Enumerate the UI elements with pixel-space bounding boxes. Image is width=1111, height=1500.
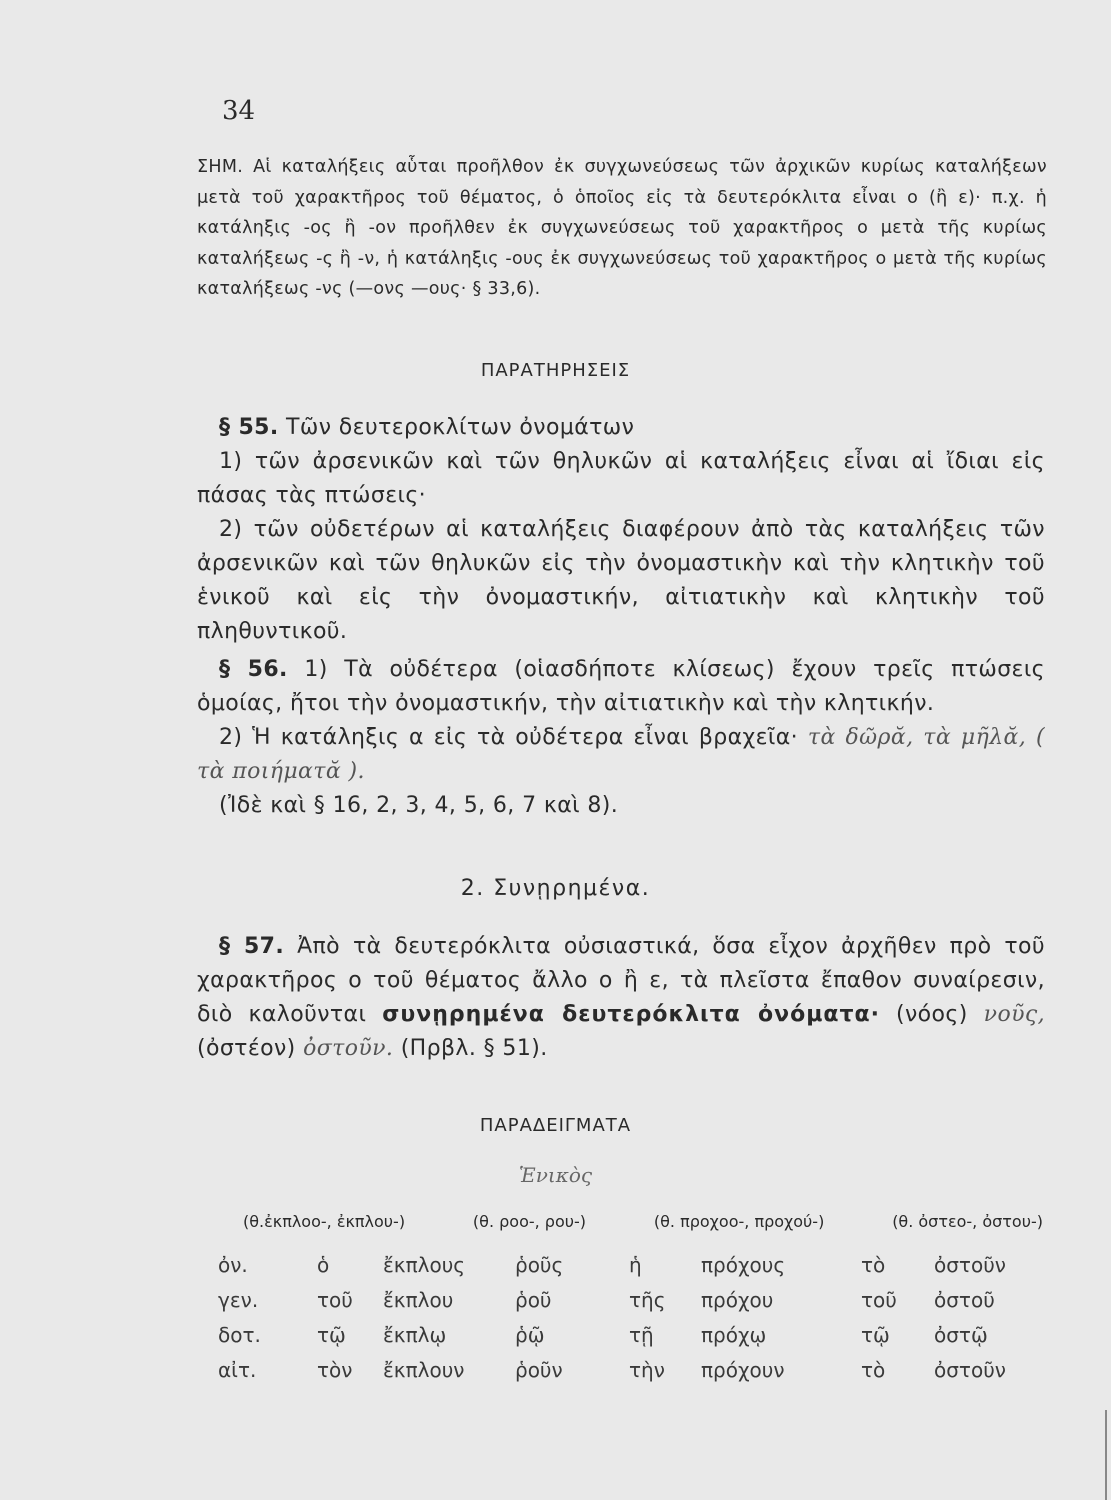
section-55-item-2: 2) τῶν οὐδετέρων αἱ καταλήξεις διαφέρουν ἀπὸ τὰς καταλήξεις τῶν ἀρσενικῶν καὶ τῶν θηλυκῶν εἰς τὴν ὀνομαστικὴν καὶ τὴν κλητικὴν τοῦ ἑνικοῦ καὶ εἰς τὴν ὀνομαστικήν, αἰτιατικὴν καὶ κλητικὴν τοῦ πληθυντικοῦ. [197, 517, 1045, 644]
section-title: 2. Συνῃρημένα. [460, 876, 651, 901]
table-cell: πρόχου [701, 1288, 774, 1312]
singular-label: Ἑνικὸς [518, 1163, 593, 1187]
table-cell: ὁ [317, 1253, 330, 1277]
table-cell: τῇ [629, 1323, 654, 1347]
example-1-contracted: νοῦς, [983, 1002, 1045, 1027]
section-57-number: § 57. [219, 934, 285, 959]
table-cell: πρόχουν [701, 1358, 785, 1382]
table-cell: τῆς [629, 1288, 666, 1312]
table-cell: ῥοῦς [515, 1253, 564, 1277]
table-cell: ἡ [629, 1253, 642, 1277]
table-row [218, 1253, 1054, 1288]
section-57-text: Ἀπὸ τὰ δευτερόκλιτα οὐσιαστικά, ὅσα εἶχον ἀρχῆθεν πρὸ τοῦ χαρακτῆρος ο τοῦ θέματος ἄλλο ο ἢ ε, τὰ πλεῖστα ἔπαθον συναίρεσιν, διὸ καλοῦνται [197, 934, 1045, 1027]
note-text: ΣΗΜ. Αἱ καταλήξεις αὗται προῆλθον ἐκ συγχωνεύσεως τῶν ἀρχικῶν κυρίως καταλήξεων μετὰ τοῦ χαρακτῆρος τοῦ θέματος, ὁ ὁποῖος εἰς τὰ δευτερόκλιτα εἶναι ο (ἢ ε)· π.χ. ἡ κατάληξις -ος ἢ -ον προῆλθεν ἐκ συγχωνεύσεως τοῦ χαρακτῆρος ο μετὰ τῆς κυρίως καταλήξεως -ς ἢ -ν, ἡ κατάληξις -ους ἐκ συγχωνεύσεως τοῦ χαρακτῆρος ο μετὰ τῆς κυρίως καταλήξεως -νς (—ονς —ους· § 33,6). [197, 157, 1047, 299]
page-edge [1105, 1410, 1107, 1500]
page-number: 34 [222, 96, 256, 126]
examples-heading: ΠΑΡΑΔΕΙΓΜΑΤΑ [479, 1115, 632, 1136]
table-cell: ὀστῷ [934, 1323, 988, 1347]
table-row [218, 1358, 1054, 1393]
table-cell: τοῦ [317, 1288, 353, 1312]
table-cell: ἔκπλῳ [383, 1323, 447, 1347]
section-57-ref: (Πρβλ. § 51). [400, 1036, 548, 1061]
table-cell: δοτ. [218, 1323, 261, 1347]
stem-2: (θ. ροο-, ρου-) [472, 1212, 587, 1231]
section-55-intro: Τῶν δευτεροκλίτων ὀνομάτων [286, 415, 635, 440]
table-cell: τὸν [317, 1358, 353, 1382]
table-cell: ῥοῦ [515, 1288, 552, 1312]
table-cell: ὀστοῦν [934, 1253, 1006, 1277]
section-56-item-1: 1) Τὰ οὐδέτερα (οἱασδήποτε κλίσεως) ἔχουν τρεῖς πτώσεις ὁμοίας, ἤτοι τὴν ὀνομαστικήν, τὴν αἰτιατικὴν καὶ τὴν κλητικήν. [197, 657, 1045, 716]
section-56-item-2: 2) Ἡ κατάληξις α εἰς τὰ οὐδέτερα εἶναι βραχεῖα· [219, 725, 799, 750]
stem-3: (θ. προχοο-, προχού-) [653, 1212, 825, 1231]
table-cell: ῥοῦν [515, 1358, 563, 1382]
table-cell: ἔκπλουν [383, 1358, 465, 1382]
observations-heading: ΠΑΡΑΤΗΡΗΣΕΙΣ [480, 360, 631, 381]
table-cell: πρόχῳ [701, 1323, 767, 1347]
section-56-number: § 56. [219, 657, 288, 682]
table-row [218, 1323, 1054, 1358]
table-cell: τοῦ [861, 1288, 897, 1312]
section-55-number: § 55. [219, 415, 279, 440]
table-cell: ἔκπλους [383, 1253, 466, 1277]
table-cell: αἰτ. [218, 1358, 257, 1382]
section-55-item-1: 1) τῶν ἀρσενικῶν καὶ τῶν θηλυκῶν αἱ καταλήξεις εἶναι αἱ ἴδιαι εἰς πάσας τὰς πτώσεις· [197, 449, 1045, 508]
table-cell: τῷ [861, 1323, 890, 1347]
section-56 [197, 653, 1045, 823]
table-cell: γεν. [218, 1288, 259, 1312]
stem-1: (θ.ἐκπλοο-, ἐκπλου-) [243, 1212, 406, 1231]
table-cell: ὀστοῦν [934, 1358, 1006, 1382]
table-cell: ἔκπλου [383, 1288, 454, 1312]
stem-4: (θ. ὀστεο-, ὀστου-) [892, 1212, 1043, 1231]
table-cell: ὀστοῦ [934, 1288, 995, 1312]
declension-table [218, 1253, 1054, 1393]
table-cell: τὸ [861, 1253, 886, 1277]
example-1-plain: (νόος) [896, 1002, 968, 1027]
section-57 [197, 930, 1045, 1066]
example-2-plain: (ὀστέον) [197, 1036, 296, 1061]
stems-row [243, 1212, 1043, 1231]
section-56-examples: τὰ δῶρᾰ, τὰ μῆλᾰ, ( τὰ ποιήματᾰ ). [197, 725, 1045, 784]
table-cell: τῷ [317, 1323, 346, 1347]
note-paragraph [197, 152, 1047, 305]
section-56-see-also: (Ἰδὲ καὶ § 16, 2, 3, 4, 5, 6, 7 καὶ 8). [219, 793, 619, 818]
section-55 [197, 411, 1045, 649]
section-57-term: συνῃρημένα δευτερόκλιτα ὀνόματα· [382, 1002, 881, 1027]
table-cell: ὀν. [218, 1253, 248, 1277]
table-row [218, 1288, 1054, 1323]
table-cell: τὴν [629, 1358, 665, 1382]
table-cell: ῥῷ [515, 1323, 545, 1347]
table-cell: πρόχους [701, 1253, 786, 1277]
table-cell: τὸ [861, 1358, 886, 1382]
example-2-contracted: ὀστοῦν. [303, 1036, 394, 1061]
